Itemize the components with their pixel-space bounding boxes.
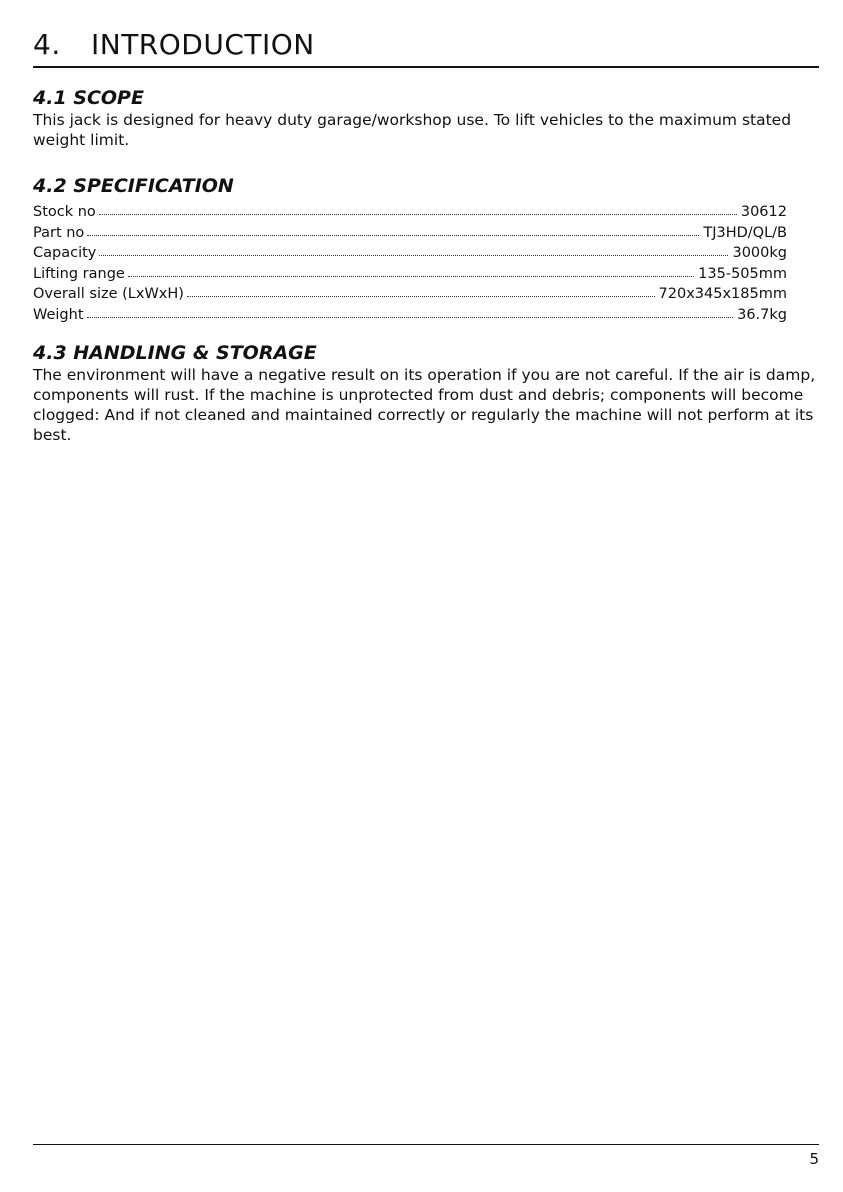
page-number: 5 (809, 1150, 819, 1168)
spec-value: 720x345x185mm (658, 286, 787, 302)
spec-label: Stock no (33, 204, 96, 220)
spec-row-lifting-range (33, 264, 787, 285)
handling-heading: 4.3 HANDLING & STORAGE (33, 342, 317, 364)
scope-heading: 4.1 SCOPE (33, 87, 144, 109)
dot-leader (128, 266, 694, 278)
dot-leader (187, 286, 655, 298)
spec-value: TJ3HD/QL/B (703, 224, 787, 241)
spec-row-overall-size (33, 284, 787, 305)
title-divider (33, 66, 819, 68)
page-title (33, 28, 315, 61)
spec-list (33, 202, 787, 325)
spec-row-stock-no (33, 202, 787, 223)
specification-heading: 4.2 SPECIFICATION (33, 175, 234, 197)
section-handling-storage (33, 341, 819, 445)
dot-leader (87, 225, 699, 237)
spec-label: Part no (33, 224, 85, 241)
section-specification (33, 174, 819, 325)
dot-leader (99, 245, 728, 257)
chapter-number: 4. (33, 28, 61, 61)
spec-label: Weight (33, 306, 84, 323)
scope-text: This jack is designed for heavy duty garage/workshop use. To lift vehicles to the maximum stated weight limit. (33, 111, 792, 149)
spec-label: Capacity (33, 245, 97, 261)
spec-label: Overall size (LxWxH) (33, 286, 184, 302)
spec-value: 30612 (740, 204, 787, 220)
spec-value: 135-505mm (698, 265, 787, 282)
section-scope (33, 86, 819, 150)
spec-label: Lifting range (33, 265, 125, 282)
spec-row-weight (33, 305, 787, 326)
dot-leader (87, 307, 734, 319)
chapter-title: INTRODUCTION (91, 28, 315, 61)
spec-row-part-no (33, 223, 787, 244)
spec-value: 3000kg (732, 245, 787, 261)
footer-divider (33, 1144, 819, 1145)
spec-row-capacity (33, 243, 787, 264)
spec-value: 36.7kg (737, 306, 787, 323)
dot-leader (99, 204, 737, 216)
handling-text: The environment will have a negative result on its operation if you are not careful. If the air is damp, components will rust. If the machine is unprotected from dust and debris; components will become clogged: And if not cleaned and maintained correctly or regularly the machine will not perform at its best. (33, 366, 816, 444)
